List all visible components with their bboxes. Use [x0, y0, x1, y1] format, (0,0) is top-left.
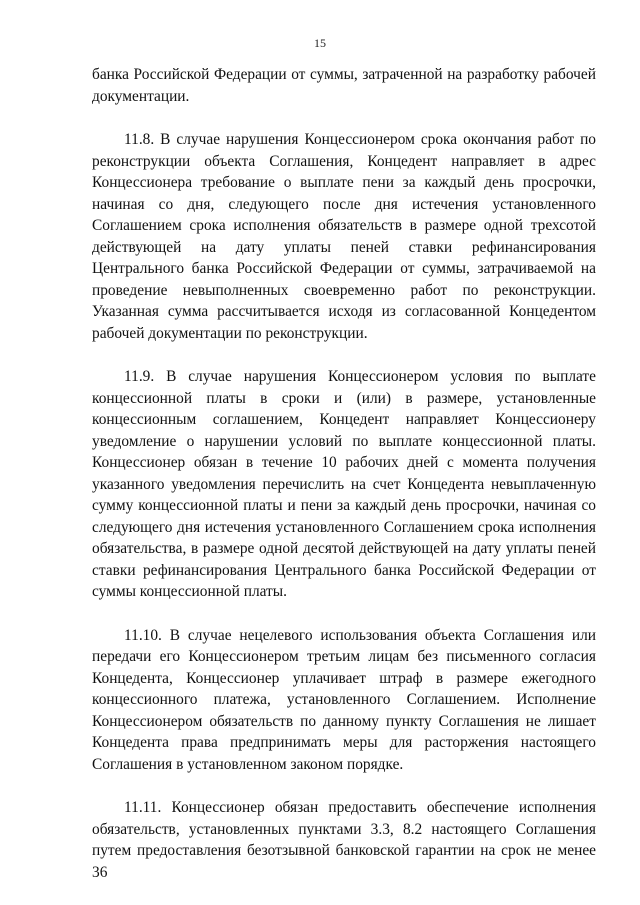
paragraph-11-10: 11.10. В случае нецелевого использования объекта Соглашения или передачи его Концессионером третьим лицам без письменного согласия Концедента, Концессионер уплачивает штраф в размере ежегодного концессионного платежа, установленного Соглашением. Исполнение Концессионером обязательств по данному пункту Соглашения не лишает Концедента права предпринимать меры для расторжения настоящего Соглашения в установленном законом порядке.	[92, 626, 596, 773]
paragraph-continuation: банка Российской Федерации от суммы, затраченной на разработку рабочей документации.	[92, 66, 596, 105]
paragraph-spacer	[92, 344, 596, 366]
paragraph-11-8: 11.8. В случае нарушения Концессионером срока окончания работ по реконструкции объекта Соглашения, Концедент направляет в адрес Концессионера требование о выплате пени за каждый день просрочки, начиная со дня, следующего после дня истечения установленного Соглашением срока исполнения обязательств в размере одной трехсотой действующей на дату уплаты пеней ставки рефинансирования Центрального банка Российской Федерации от суммы, затрачиваемой на проведение невыполненных своевременно работ по реконструкции. Указанная сумма рассчитывается исходя из согласованной Концедентом рабочей документации по реконструкции.	[92, 131, 596, 342]
paragraph-11-11: 11.11. Концессионер обязан предоставить обеспечение исполнения обязательств, установленных пунктами 3.3, 8.2 настоящего Соглашения путем предоставления безотзывной банковской гарантии на срок не менее 36	[92, 799, 596, 881]
paragraph-spacer	[92, 603, 596, 625]
document-body	[92, 64, 596, 883]
paragraph-spacer	[92, 107, 596, 129]
paragraph-11-9: 11.9. В случае нарушения Концессионером условия по выплате концессионной платы в сроки и (или) в размере, установленные концессионным соглашением, Концедент направляет Концессионеру уведомление о нарушении условий по выплате концессионной платы. Концессионер обязан в течение 10 рабочих дней с момента получения указанного уведомления перечислить на счет Концедента невыплаченную сумму концессионной платы и пени за каждый день просрочки, начиная со следующего дня истечения установленного Соглашением срока исполнения обязательства, в размере одной десятой действующей на дату уплаты пеней ставки рефинансирования Центрального банка Российской Федерации от суммы концессионной платы.	[92, 368, 596, 600]
paragraph-spacer	[92, 775, 596, 797]
page-number: 15	[314, 36, 326, 50]
